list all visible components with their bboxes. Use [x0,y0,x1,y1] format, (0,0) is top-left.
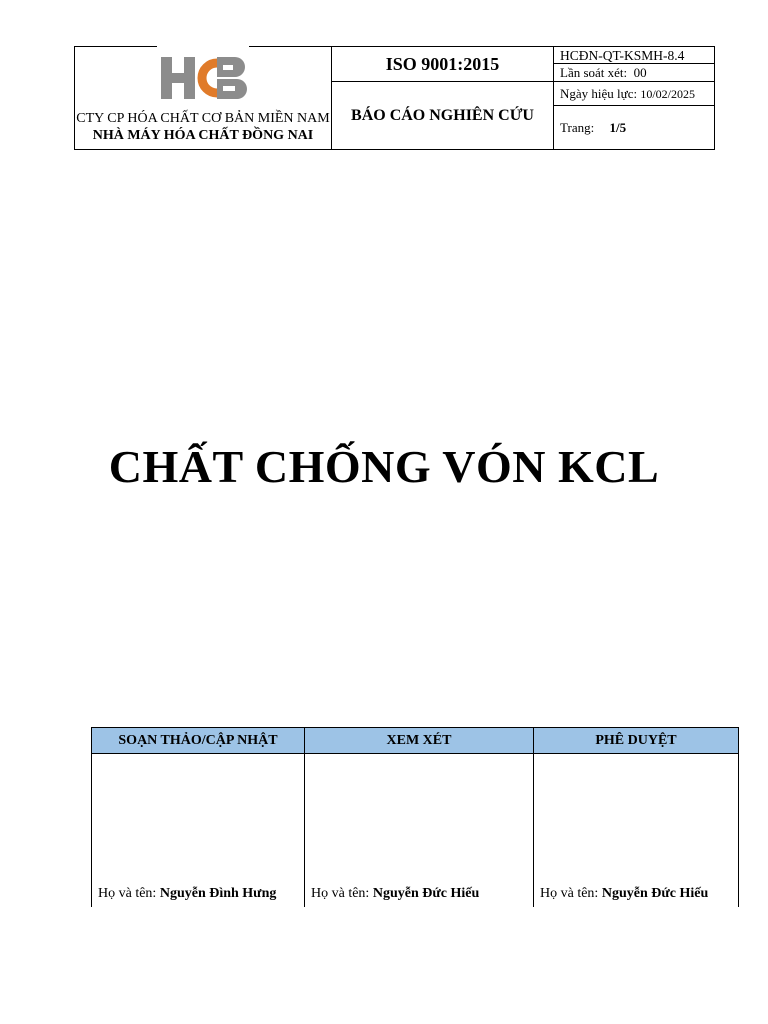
name-label: Họ và tên: [311,886,370,901]
heading-approved: PHÊ DUYỆT [533,727,739,754]
revision-row [554,64,714,82]
page-number: 1/5 [609,120,627,135]
doc-info-cell [554,47,714,149]
doc-code: HCĐN-QT-KSMH-8.4 [554,47,714,64]
approver-name [540,886,708,902]
revision-label: Lần soát xét: [560,65,628,80]
signature-column-divider [304,753,305,907]
company-cell [75,47,332,149]
document-header [74,46,715,150]
name-label: Họ và tên: [540,886,599,901]
heading-drafted: SOẠN THẢO/CẬP NHẬT [91,727,305,754]
effective-date: 10/02/2025 [640,87,696,101]
factory-name: NHÀ MÁY HÓA CHẤT ĐỒNG NAI [92,128,314,143]
person-name: Nguyễn Đình Hưng [159,886,277,901]
effective-date-row [554,82,714,106]
name-label: Họ và tên: [98,886,157,901]
logo-border-gap [157,45,249,49]
heading-reviewed: XEM XÉT [304,727,534,754]
standard-cell [332,47,554,149]
report-type: BÁO CÁO NGHIÊN CỨU [351,106,534,124]
revision-value: 00 [633,65,647,80]
page-label: Trang: [560,120,595,135]
company-name: CTY CP HÓA CHẤT CƠ BẢN MIỀN NAM [76,111,330,126]
iso-standard: ISO 9001:2015 [332,47,553,82]
person-name: Nguyễn Đức Hiếu [601,886,709,901]
page-row [554,106,714,149]
document-title: CHẤT CHỐNG VÓN KCL [108,441,660,492]
drafter-name [98,886,276,902]
person-name: Nguyễn Đức Hiếu [372,886,480,901]
signature-column-divider [533,753,534,907]
reviewer-name [311,886,479,902]
effective-label: Ngày hiệu lực: [560,86,638,101]
hcb-logo-icon [159,53,249,103]
signature-column-divider [738,753,739,907]
signature-table [91,727,739,907]
signature-column-divider [91,753,92,907]
